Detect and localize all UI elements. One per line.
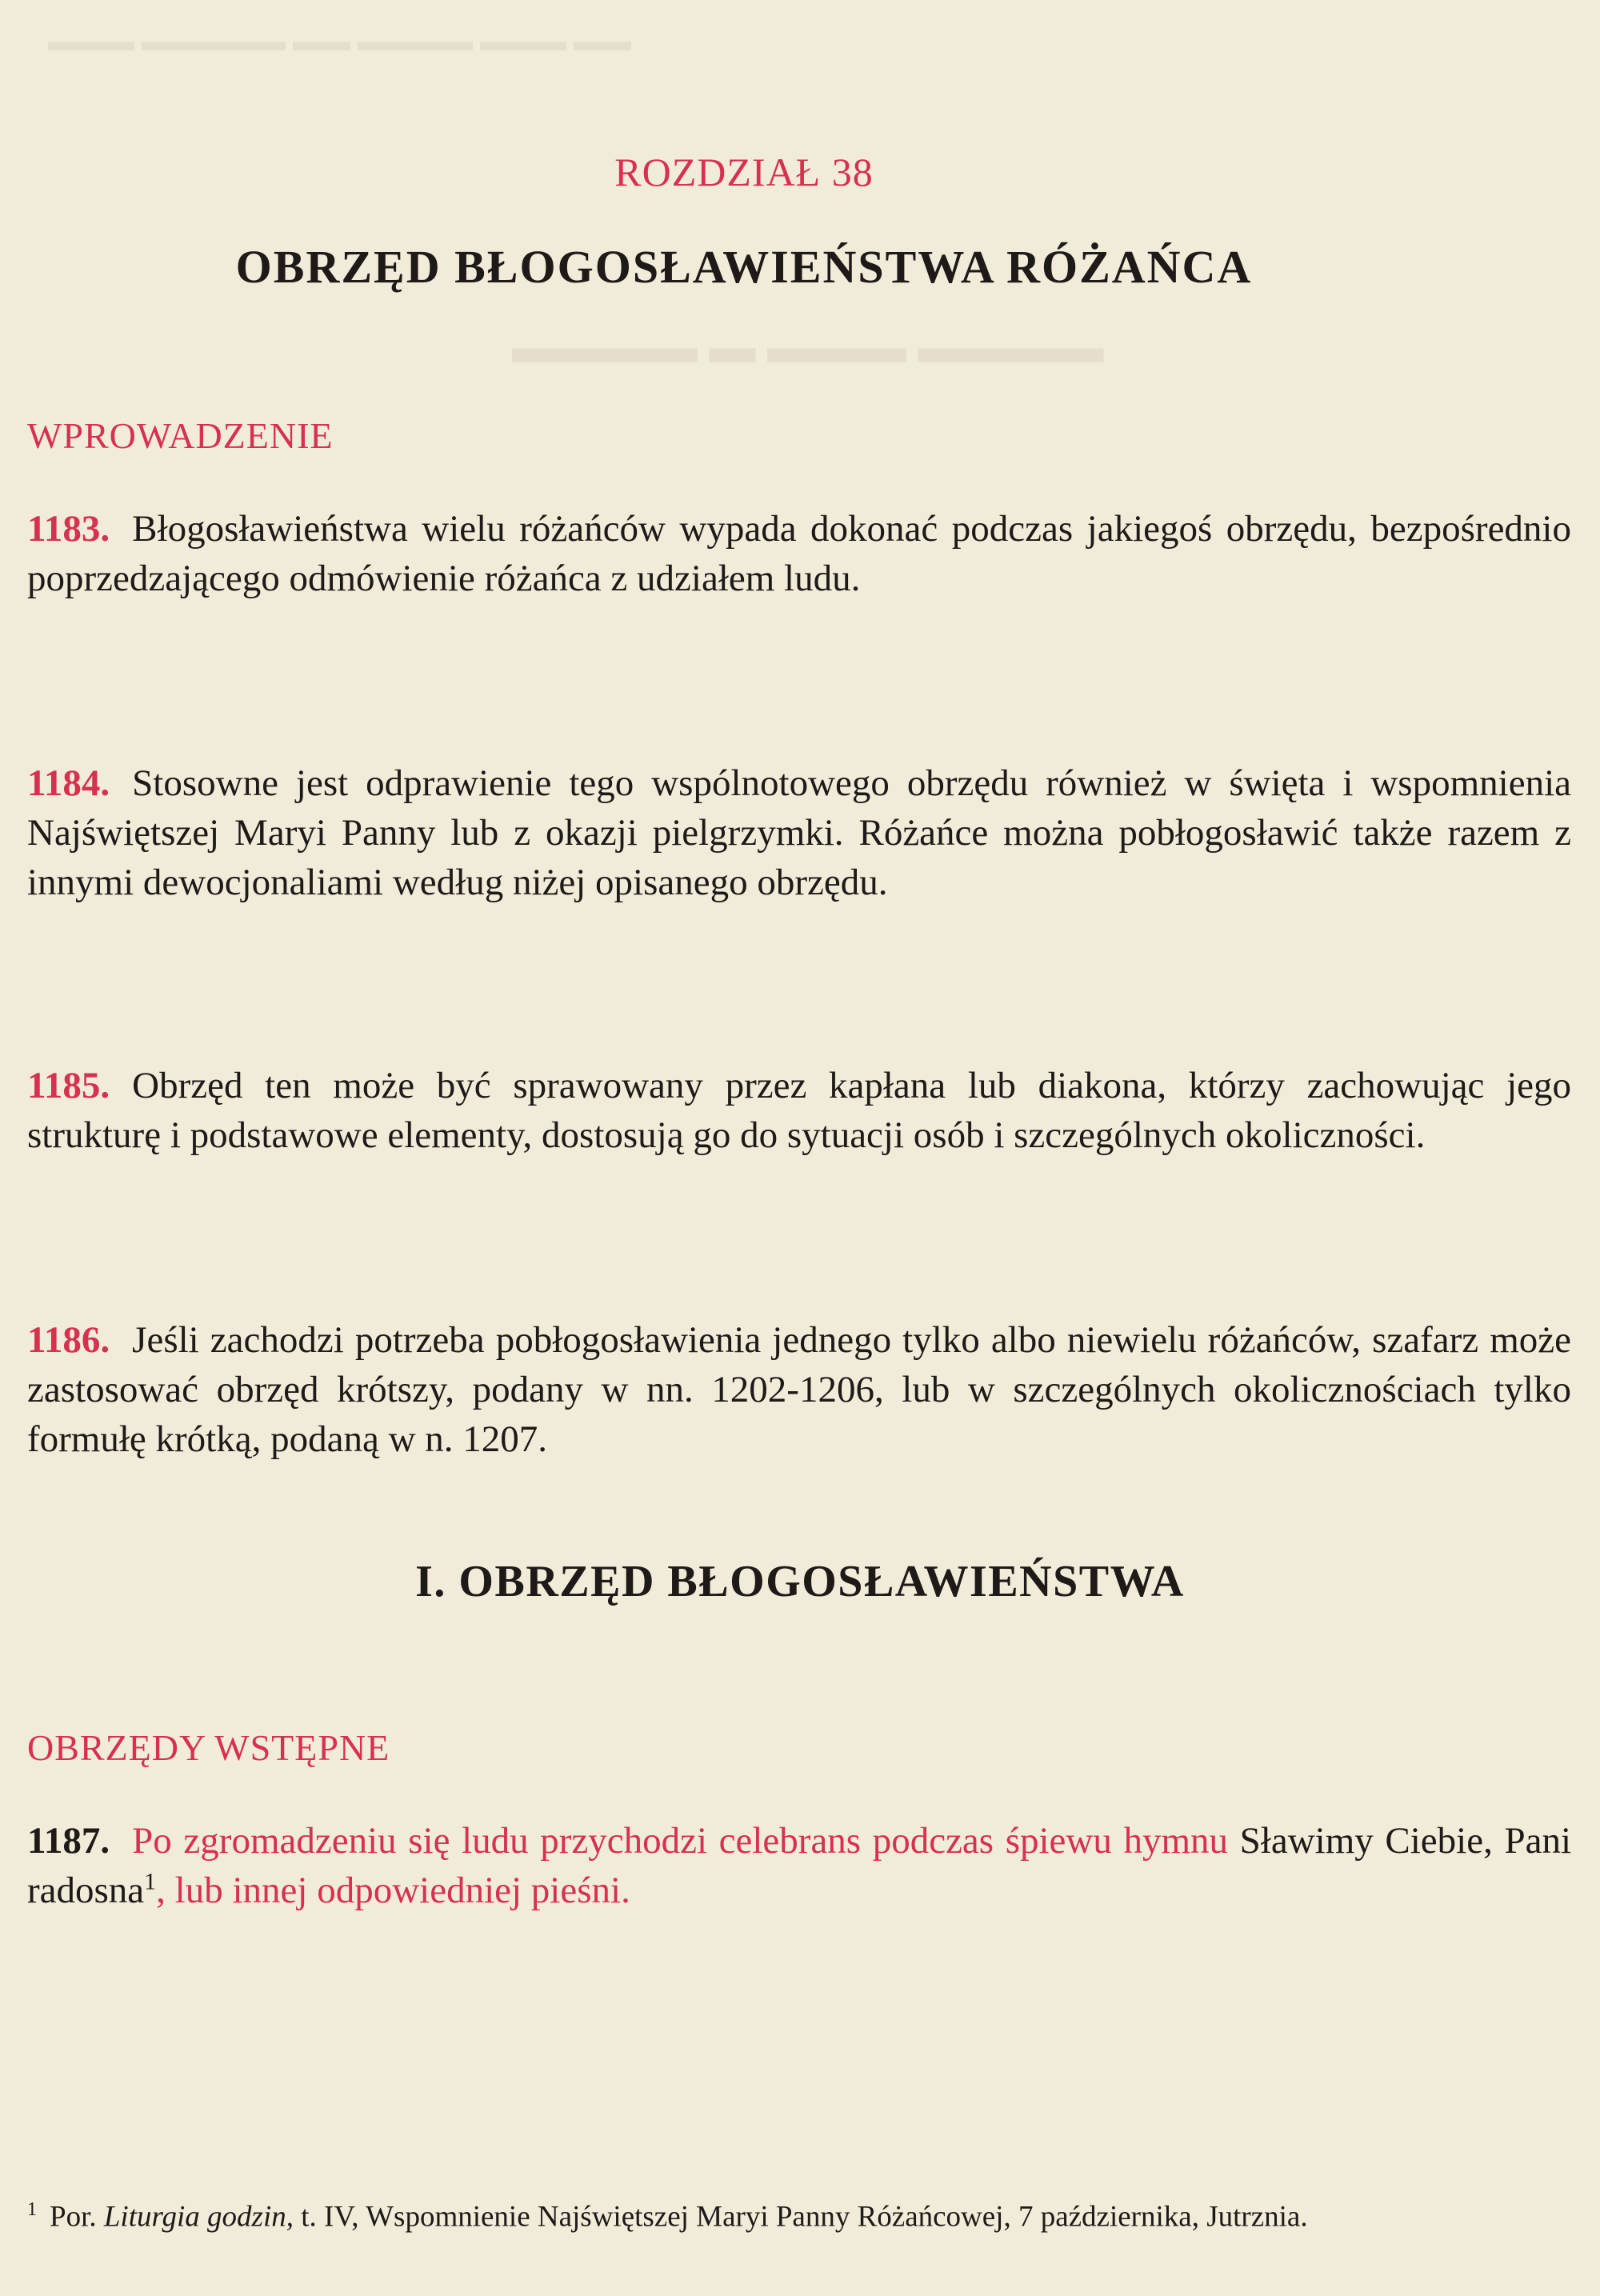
paragraph-text: Błogosławieństwa wielu różańców wypada dokonać podczas jakiegoś obrzędu, bezpośrednio poprzedzającego odmówienie różańca z udziałem ludu. — [27, 508, 1571, 599]
intro-heading: WPROWADZENIE — [27, 415, 334, 456]
chapter-title: OBRZĘD BŁOGOSŁAWIEŃSTWA RÓŻAŃCA — [235, 241, 1253, 293]
rubric-text: Po zgromadzeniu się ludu przychodzi celebrans podczas śpiewu hymnu — [132, 1820, 1229, 1862]
footnote-source-title: Liturgia godzin, — [103, 2200, 294, 2234]
paragraph-number: 1183. — [27, 508, 110, 550]
paragraph-number: 1185. — [27, 1065, 110, 1106]
section-title: I. OBRZĘD BŁOGOSŁAWIEŃSTWA — [415, 1557, 1185, 1606]
paragraph-1183 — [27, 504, 1571, 603]
paragraph-number: 1187. — [27, 1820, 110, 1862]
paragraph-text: Jeśli zachodzi potrzeba pobłogosławienia jednego tylko albo niewielu różańców, szafarz może zastosować obrzęd krótszy, podany w nn. 1202-1206, lub w szczególnych okolicznościach tylko formułę krótką, podaną w n. 1207. — [27, 1319, 1571, 1460]
paragraph-1187 — [27, 1816, 1571, 1915]
paragraph-number: 1186. — [27, 1319, 110, 1361]
show-through-texture: ▬▬ ▬▬▬ ▬▬▬▬ ▬▬ ▬▬▬▬▬ ▬▬▬ — [48, 25, 631, 57]
paragraph-1186 — [27, 1315, 1571, 1464]
paragraph-1185 — [27, 1061, 1571, 1160]
rubric-text: , lub innej odpowiedniej pieśni. — [156, 1870, 630, 1911]
paragraph-text: Stosowne jest odprawienie tego wspólnotowego obrzędu również w święta i wspomnienia Najświętszej Maryi Panny lub z okazji pielgrzymki. Różańce można pobłogosławić także razem z innymi dewocjonaliami według niżej opisanego obrzędu. — [27, 762, 1571, 903]
show-through-texture: ▬▬▬▬ ▬▬▬ ▬ ▬▬▬▬ — [512, 321, 1104, 373]
footnote-prefix: Por. — [50, 2200, 97, 2234]
footnote-mark: 1 — [27, 2199, 37, 2220]
chapter-number: ROZDZIAŁ 38 — [614, 150, 874, 194]
paragraph-1184 — [27, 758, 1571, 907]
paragraph-number: 1184. — [27, 762, 110, 804]
footnote-text: t. IV, Wspomnienie Najświętszej Maryi Panny Różańcowej, 7 października, Jutrznia. — [301, 2200, 1308, 2234]
footnote — [27, 2190, 1571, 2236]
rites-heading: OBRZĘDY WSTĘPNE — [27, 1727, 390, 1768]
footnote-reference: 1 — [144, 1868, 157, 1895]
hymn-title: Sławimy Ciebie, Pani radosna — [27, 1820, 1571, 1911]
paragraph-text: Obrzęd ten może być sprawowany przez kapłana lub diakona, którzy zachowując jego strukturę i podstawowe elementy, dostosują go do sytuacji osób i szczególnych okoliczności. — [27, 1065, 1571, 1156]
